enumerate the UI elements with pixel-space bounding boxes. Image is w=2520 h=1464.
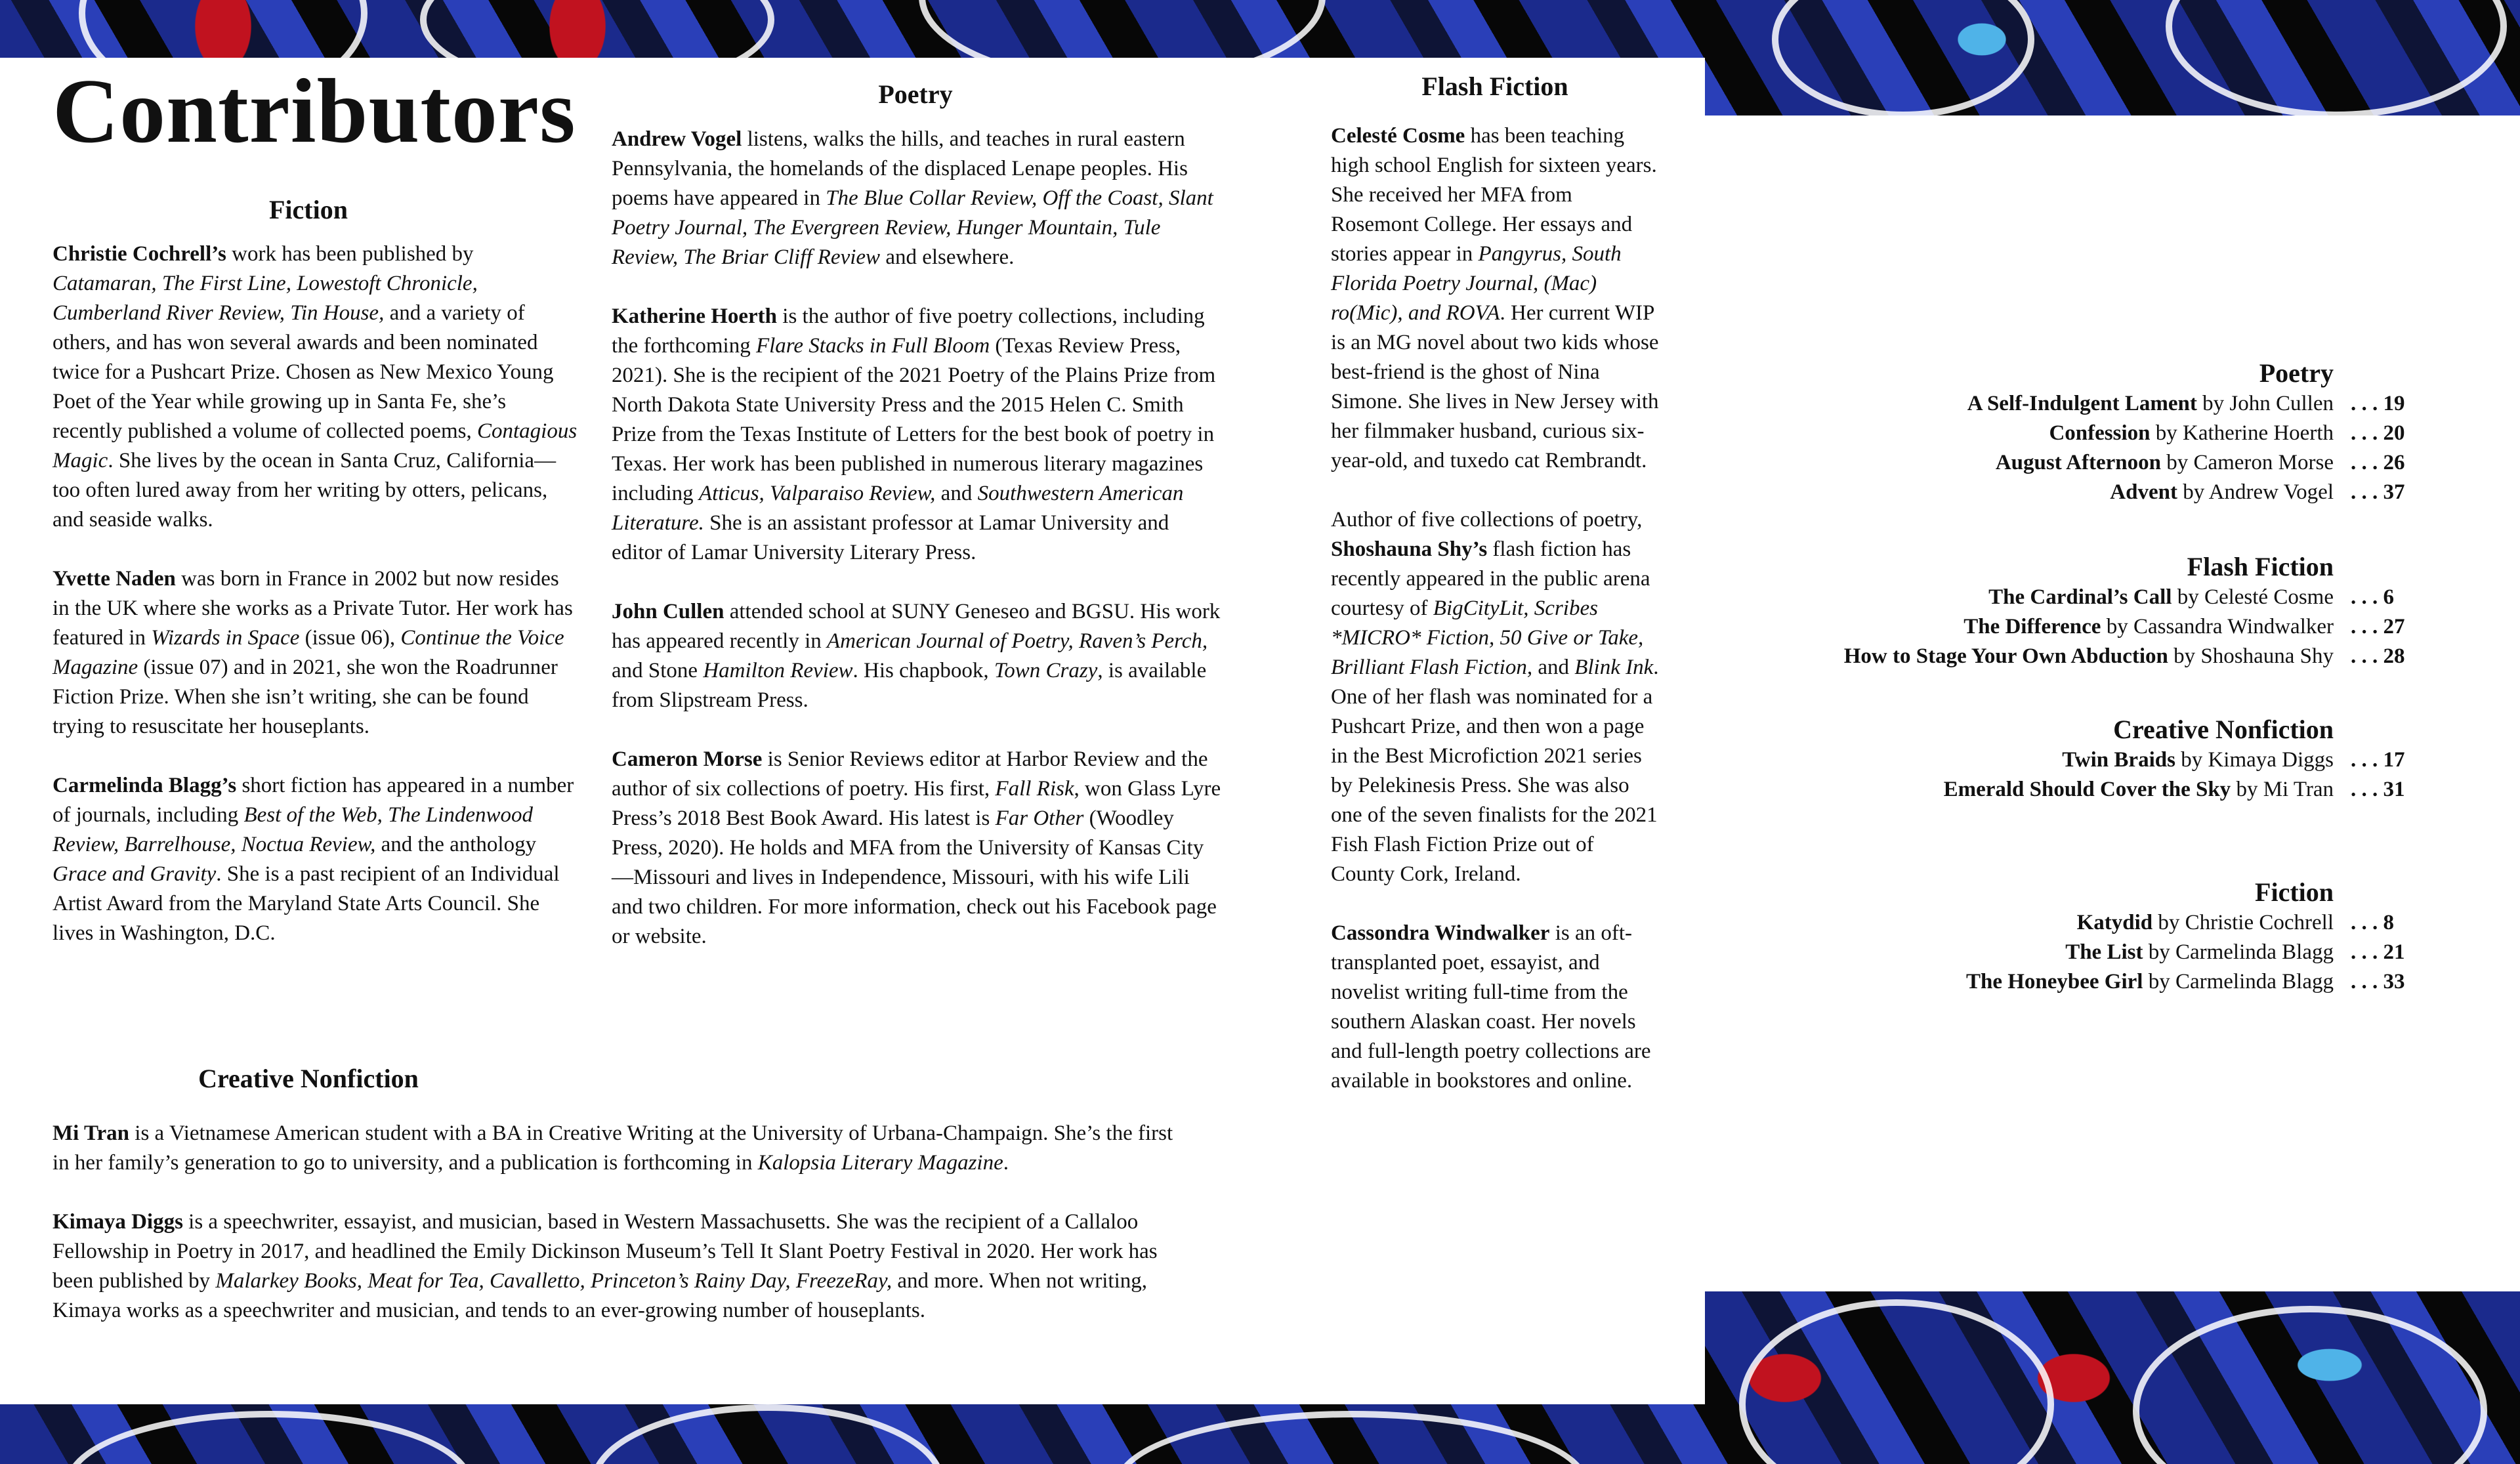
swirl-decoration [2133,1306,2487,1464]
flash-fiction-heading: Flash Fiction [1421,72,1568,101]
swirl-decoration [2166,0,2507,118]
toc-heading: Poetry [2259,358,2334,388]
cnf-heading: Creative Nonfiction [198,1064,419,1093]
fiction-bios [52,240,578,978]
toc-entry[interactable]: A Self-Indulgent Lament by John Cullen . . . 19 [1967,392,2405,415]
bio-john-cullen: John Cullen attended school at SUNY Geneseo and BGSU. His work has appeared recently in American Journal of Poetry, Raven’s Perch, and Stone Hamilton Review. His chapbook, Town Crazy, is available from Slipstream Press. [612,600,1221,712]
swirl-decoration [1116,1411,1588,1464]
swirl-decoration [591,1404,945,1464]
bio-cassondra-windwalker: Cassondra Windwalker is an oft-transplanted poet, essayist, and novelist writing full-time from the southern Alaskan coast. Her novels and full-length poetry collections are available in bookstores and online. [1331,921,1651,1093]
swirl-decoration [1772,0,2034,118]
toc-fiction [1966,877,2423,997]
fiction-heading: Fiction [269,195,348,224]
toc-entry[interactable]: The Cardinal’s Call by Celesté Cosme . . . 6 [1988,585,2394,609]
swirl-decoration [1739,1299,2054,1464]
toc-entry[interactable]: Katydid by Christie Cochrell . . . 8 [2076,911,2394,934]
toc-entry[interactable]: The Honeybee Girl by Carmelinda Blagg . . . 33 [1965,970,2405,993]
bio-yvette-naden: Yvette Naden was born in France in 2002 but now resides in the UK where she works as a Private Tutor. Her work has featured in Wizards in Space (issue 06), Continue the Voice Magazine (issue 07) and in 2021, she won the Roadrunner Fiction Prize. When she isn’t writing, she can be found trying to resuscitate her houseplants. [52,567,573,738]
toc-heading: Fiction [2255,877,2334,907]
swirl-decoration [66,1411,472,1464]
toc-heading: Creative Nonfiction [2113,715,2334,744]
bio-kimaya-diggs: Kimaya Diggs is a speechwriter, essayist, and musician, based in Western Massachusetts. She was the recipient of a Callaloo Fellowship in Poetry in 2017, and headlined the Emily Dickinson Museum’s Tell It Slant Poetry Festival in 2020. Her work has been published by Malarkey Books, Meat for Tea, Cavalletto, Princeton’s Rainy Day, FreezeRay, and more. When not writing, Kimaya works as a speechwriter and musician, and tends to an ever-growing number of houseplants. [52,1210,1158,1322]
toc-entry[interactable]: Twin Braids by Kimaya Diggs . . . 17 [2062,748,2405,772]
toc-flash-fiction [1844,551,2423,671]
bio-katherine-hoerth: Katherine Hoerth is the author of five poetry collections, including the forthcoming Flare Stacks in Full Bloom (Texas Review Press, 2021). She is the recipient of the 2021 Poetry of the Plains Prize from North Dakota State University Press and the 2015 Helen C. Smith Prize from the Texas Institute of Letters for the best book of poetry in Texas. Her work has been published in numerous literary magazines including Atticus, Valparaiso Review, and Southwestern American Literature. She is an assistant professor at Lamar University and editor of Lamar University Literary Press. [612,304,1216,564]
toc-poetry [1967,358,2423,507]
poetry-bios [612,125,1222,981]
bio-shoshauna-shy: Author of five collections of poetry, Shoshauna Shy’s flash fiction has recently appeared in the public arena courtesy of BigCityLit, Scribes *MICRO* Fiction, 50 Give or Take, Brilliant Flash Fiction, and Blink Ink. One of her flash was nominated for a Pushcart Prize, and then won a page in the Best Microfiction 2021 series by Pelekinesis Press. She was also one of the seven finalists for the 2021 Fish Flash Fiction Prize out of County Cork, Ireland. [1331,508,1659,886]
toc-entry[interactable]: Confession by Katherine Hoerth . . . 20 [2049,421,2405,445]
bio-celeste-cosme: Celesté Cosme has been teaching high school English for sixteen years. She received her MFA from Rosemont College. Her essays and stories appear in Pangyrus, South Florida Poetry Journal, (Mac) ro(Mic), and ROVA. Her current WIP is an MG novel about two kids whose best-friend is the ghost of Nina Simone. She lives in New Jersey with her filmmaker husband, curious six-year-old, and tuxedo cat Rembrandt. [1331,124,1659,472]
cnf-bios [52,1119,1194,1355]
toc-entry[interactable]: Advent by Andrew Vogel . . . 37 [2110,480,2405,504]
bio-andrew-vogel: Andrew Vogel listens, walks the hills, and teaches in rural eastern Pennsylvania, the homelands of the displaced Lenape peoples. His poems have appeared in The Blue Collar Review, Off the Coast, Slant Poetry Journal, The Evergreen Review, Hunger Mountain, Tule Review, The Briar Cliff Review and elsewhere. [612,127,1213,269]
toc-entry[interactable]: How to Stage Your Own Abduction by Shoshauna Shy . . . 28 [1843,644,2405,668]
toc-creative-nonfiction [1944,714,2423,805]
bio-christie-cochrell: Christie Cochrell’s work has been published by Catamaran, The First Line, Lowestoft Chronicle, Cumberland River Review, Tin House, and a variety of others, and has won several awards and been nominated twice for a Pushcart Prize. Chosen as New Mexico Young Poet of the Year while growing up in Santa Fe, she’s recently published a volume of collected poems, Contagious Magic. She lives by the ocean in Santa Cruz, California—too often lured away from her writing by otters, pelicans, and seaside walks. [52,242,578,532]
flash-fiction-bios [1331,121,1659,1125]
toc-entry[interactable]: The Difference by Cassandra Windwalker . . . 27 [1964,615,2405,638]
page-title: Contributors [52,60,576,162]
toc-entry[interactable]: August Afternoon by Cameron Morse . . . 26 [1995,451,2405,474]
toc-entry[interactable]: The List by Carmelinda Blagg . . . 21 [2065,940,2405,964]
bio-carmelinda-blagg: Carmelinda Blagg’s short fiction has appeared in a number of journals, including Best of the Web, The Lindenwood Review, Barrelhouse, Noctua Review, and the anthology Grace and Gravity. She is a past recipient of an Individual Artist Award from the Maryland State Arts Council. She lives in Washington, D.C. [52,774,574,945]
contents-panel [1705,115,2520,1291]
bio-cameron-morse: Cameron Morse is Senior Reviews editor at Harbor Review and the author of six collections of poetry. His first, Fall Risk, won Glass Lyre Press’s 2018 Best Book Award. His latest is Far Other (Woodley Press, 2020). He holds and MFA from the University of Kansas City—Missouri and lives in Independence, Missouri, with his wife Lili and two children. For more information, check out his Facebook page or website. [612,747,1221,948]
toc-heading: Flash Fiction [2187,552,2334,581]
bio-mi-tran: Mi Tran is a Vietnamese American student with a BA in Creative Writing at the University of Urbana-Champaign. She’s the first in her family’s generation to go to university, and a publication is forthcoming in Kalopsia Literary Magazine. [52,1121,1173,1175]
poetry-heading: Poetry [878,79,953,109]
toc-entry[interactable]: Emerald Should Cover the Sky by Mi Tran . . . 31 [1943,778,2405,801]
